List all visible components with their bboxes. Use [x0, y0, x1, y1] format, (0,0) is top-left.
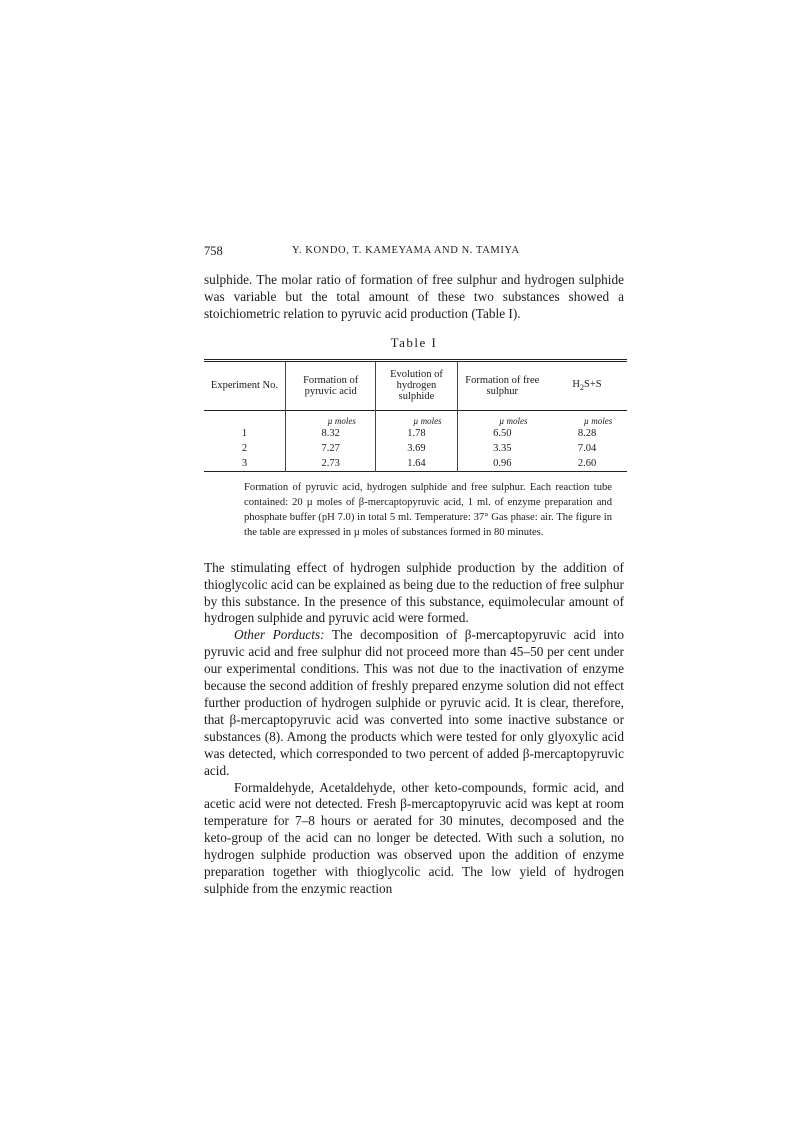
table-caption: Formation of pyruvic acid, hydrogen sulphide and free sulphur. Each reaction tube contained: 20 µ moles of β-mercaptopyruvic acid, 1 ml. of enzyme preparation and phosphate buffer (pH 7.0) in total 5 ml. Temperature: 37° Gas phase: air. The figure in the table are expressed in µ moles of substances formed in 80 minutes.: [244, 481, 612, 538]
table-cell: 8.28: [577, 427, 597, 439]
table-cell: 6.50: [493, 427, 512, 439]
unit-label: µ moles: [413, 415, 442, 426]
column-header: Formation of free sulphur: [465, 374, 540, 397]
table-title: Table I: [390, 334, 438, 350]
body-paragraph-2-text: The decomposition of β-mercaptopyruvic acid into pyruvic acid and free sulphur did not proceed more than 45–50 per cent under our experimental conditions. This was not due to the inactivation of enzyme because the second addition of freshly prepared enzyme solution did not effect further production of hydrogen sulphide or pyruvic acid. It is clear, therefore, that β-mercaptopyruvic acid was converted into some inactive substance or substances (8). Among the products which were tested for only glyoxylic acid was detected, which corresponded to two percent of added β-mercaptopyruvic acid.: [204, 627, 625, 778]
table-cell: 2.60: [577, 457, 597, 469]
table-row: [204, 441, 627, 456]
data-table: [204, 359, 627, 472]
table-cell: 2: [204, 441, 285, 456]
table-cell: 0.96: [493, 457, 512, 469]
table-row: [204, 456, 627, 472]
column-header: Experiment No.: [204, 360, 285, 410]
column-header: Evolution of hydrogen sulphide: [376, 360, 457, 410]
table-cell: 1.78: [376, 426, 457, 441]
section-run-in-heading: Other Porducts:: [234, 627, 325, 643]
table-cell: 3: [204, 456, 285, 472]
body-paragraph-2: [204, 627, 624, 779]
unit-label: µ moles: [499, 415, 528, 426]
table-cell: 2.73: [285, 456, 375, 472]
running-authors: Y. KONDO, T. KAMEYAMA AND N. TAMIYA: [292, 245, 520, 256]
page: [204, 244, 624, 898]
page-number: 758: [204, 244, 223, 258]
table-cell: 7.27: [285, 441, 375, 456]
body-paragraph-3: Formaldehyde, Acetaldehyde, other keto-compounds, formic acid, and acetic acid were not detected. Fresh β-mercaptopyruvic acid was kept at room temperature for 7–8 hours or aerated for 30 minutes, decomposed and the keto-group of the acid can no longer be detected. With such a solution, no hydrogen sulphide production was observed upon the addition of enzyme preparation together with thioglycolic acid. The low yield of hydrogen sulphide from the enzymic reaction: [204, 779, 624, 896]
running-header: [204, 244, 624, 262]
table-cell: 1: [204, 426, 285, 441]
unit-label: µ moles: [327, 415, 356, 426]
column-header: Formation of pyruvic acid: [285, 360, 375, 410]
table-cell: 1.64: [376, 456, 457, 472]
body-paragraph-1: The stimulating effect of hydrogen sulphide production by the addition of thioglycolic acid can be explained as being due to the reduction of free sulphur by this substance. In the presence of this substance, equimolecular amount of hydrogen sulphide and pyruvic acid were formed.: [204, 559, 624, 626]
table-cell: 3.35: [493, 442, 512, 454]
table-cell: 8.32: [285, 426, 375, 441]
intro-paragraph: sulphide. The molar ratio of formation of free sulphur and hydrogen sulphide was variable but the total amount of these two substances showed a stoichiometric relation to pyruvic acid production (Table I).: [204, 272, 624, 321]
column-header: $H_2S+S$: [572, 378, 602, 392]
table-cell: 3.69: [376, 441, 457, 456]
table-cell: 7.04: [577, 442, 597, 454]
unit-label: µ moles: [583, 415, 613, 426]
table-row: [204, 426, 627, 441]
